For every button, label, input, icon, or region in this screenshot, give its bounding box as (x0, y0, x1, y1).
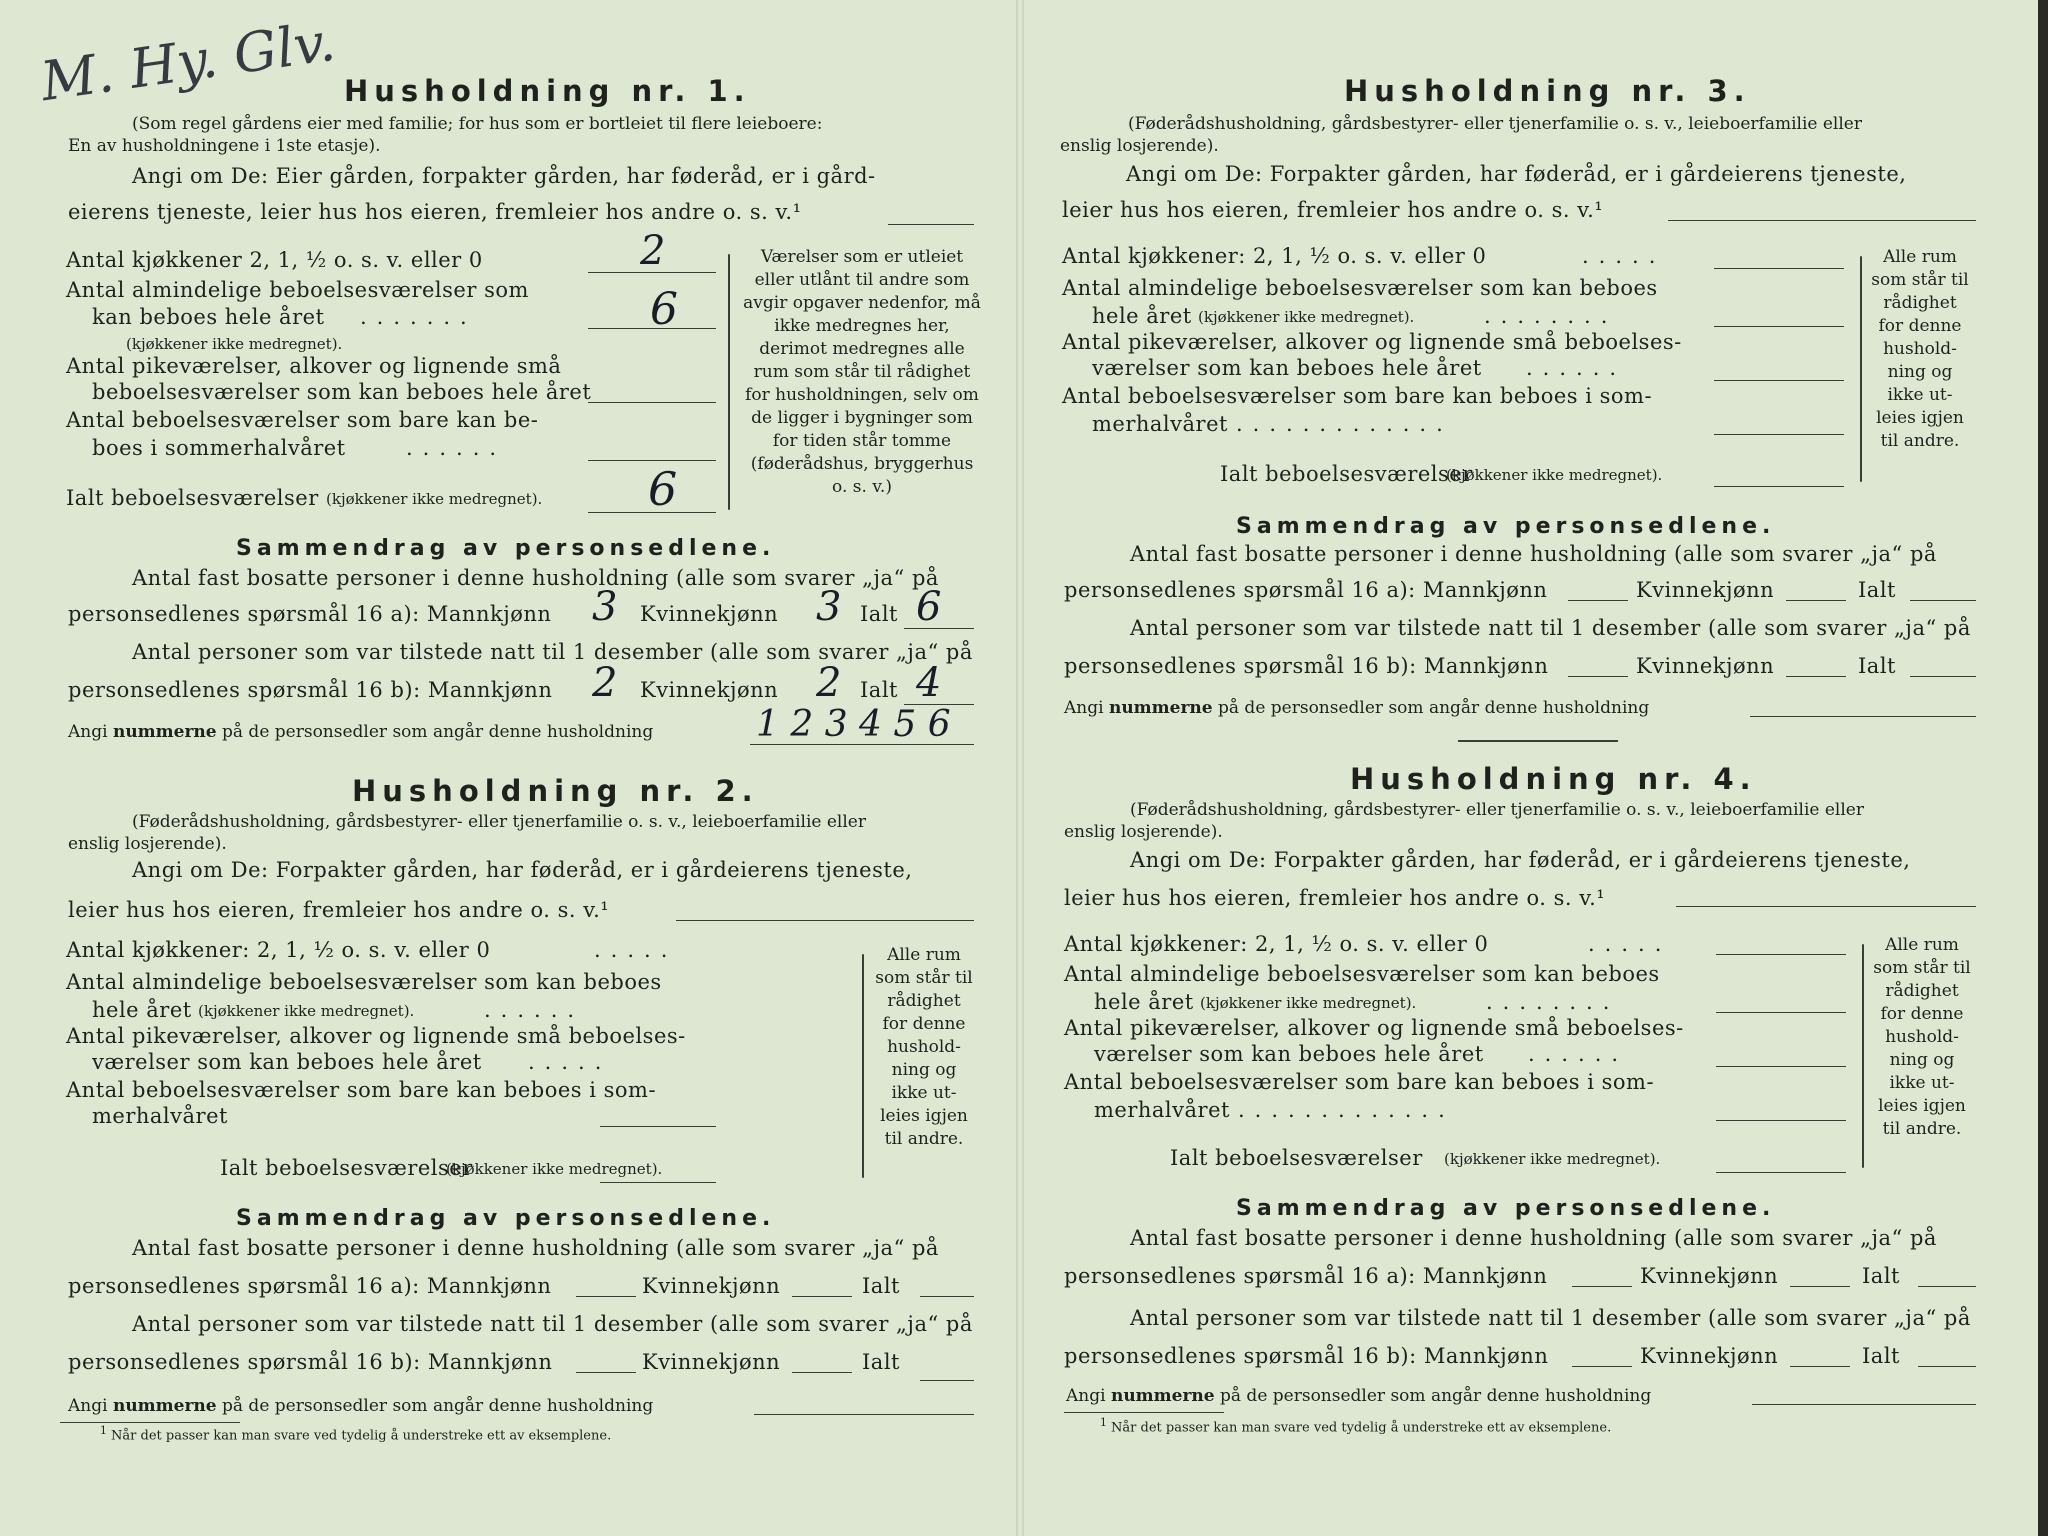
hh4-angi-line1: Angi om De: Forpakter gården, har føderåd, er i gårdeierens tjeneste, (1130, 848, 1911, 872)
hh1-som-line1: Antal beboelsesværelser som bare kan be- (66, 408, 539, 432)
hh4-fast-mann-line (1572, 1286, 1632, 1287)
hh1-alm-line1: Antal almindelige beboelsesværelser som (66, 278, 529, 302)
hh3-som-line2: merhalvåret (1092, 412, 1228, 436)
hh2-til-mann-line (576, 1372, 636, 1373)
hh3-alm-line1: Antal almindelige beboelsesværelser som kan beboes (1062, 276, 1658, 300)
hh3-fast-line2: personsedlenes spørsmål 16 a): Mannkjønn (1064, 578, 1548, 602)
hh1-fast-line1: Antal fast bosatte personer i denne husholdning (alle som svarer „ja“ på (132, 566, 939, 590)
left-page (0, 0, 1020, 1536)
hh2-title: Husholdning nr. 2. (352, 774, 759, 808)
hh3-title: Husholdning nr. 3. (1344, 74, 1751, 108)
hh2-pike-line2: værelser som kan beboes hele året (92, 1050, 482, 1074)
hh2-til-kvinne-label: Kvinnekjønn (642, 1350, 781, 1374)
hh2-til-ialt-line (920, 1380, 974, 1381)
hh3-side-note: Alle rum som står til rådighet for denne hushold- ning og ikke ut- leies igjen til andre. (1871, 247, 1969, 451)
hh4-ialt-label: Ialt beboelsesværelser (1170, 1146, 1423, 1170)
hh3-pike-line (1714, 380, 1844, 381)
hh4-kjokken-dots: ..... (1588, 932, 1672, 956)
hh1-title: Husholdning nr. 1. (344, 74, 751, 108)
hh3-fast-ialt-line (1910, 600, 1976, 601)
hh2-som-line1: Antal beboelsesværelser som bare kan beboes i som- (66, 1078, 657, 1102)
hh1-alm-line2: kan beboes hele året (92, 305, 325, 329)
hh1-fast-ialt-label: Ialt (860, 602, 898, 626)
hh1-nummer-pre: Angi (68, 722, 108, 742)
hh3-nummer-line (1750, 716, 1976, 717)
hh3-side-brace (1860, 256, 1862, 482)
hh3-kjokken-line (1714, 268, 1844, 269)
hh4-nummer-line (1752, 1404, 1976, 1405)
hh3-alm-line (1714, 326, 1844, 327)
hh2-fast-ialt-line (920, 1296, 974, 1297)
hh1-nummer-value: 1 2 3 4 5 6 (756, 704, 951, 745)
hh2-pike-dots: ..... (528, 1050, 612, 1074)
hh4-pike-line (1716, 1066, 1846, 1067)
hh4-pike-line2: værelser som kan beboes hele året (1094, 1042, 1484, 1066)
hh4-nummer-post: på de personsedler som angår denne husholdning (1220, 1386, 1652, 1406)
hh3-til-mann-line (1568, 676, 1628, 677)
hh4-alm-dots: ........ (1486, 990, 1620, 1014)
hh2-ialt-label: Ialt beboelsesværelser (220, 1156, 473, 1180)
hh4-til-ialt-label: Ialt (1862, 1344, 1900, 1368)
hh4-note-line2: enslig losjerende). (1064, 822, 1223, 842)
hh2-angi-line2: leier hus hos eieren, fremleier hos andre o. s. v.¹ (68, 898, 610, 922)
hh1-alm-line3: (kjøkkener ikke medregnet). (126, 335, 343, 353)
hh4-som-line (1716, 1120, 1846, 1121)
hh3-ialt-note: (kjøkkener ikke medregnet). (1446, 466, 1663, 484)
hh3-til-ialt-line (1910, 676, 1976, 677)
hh2-note-line1: (Føderådshusholdning, gårdsbestyrer- eller tjenerfamilie o. s. v., leieboerfamilie eller (132, 812, 866, 832)
hh4-som-line2: merhalvåret (1094, 1098, 1230, 1122)
hh2-nummer-pre: Angi (68, 1396, 108, 1416)
hh4-til-mann-line (1572, 1366, 1632, 1367)
hh2-kjokken-dots: ..... (594, 938, 678, 962)
hh1-side-brace (728, 254, 730, 510)
hh1-fast-mann: 3 (592, 584, 618, 630)
hh4-som-dots: ............. (1238, 1098, 1455, 1122)
hh1-pike-line1: Antal pikeværelser, alkover og lignende små (66, 354, 562, 378)
hh2-til-kvinne-line (792, 1372, 852, 1373)
hh1-til-line2: personsedlenes spørsmål 16 b): Mannkjønn (68, 678, 553, 702)
hh3-fast-ialt-label: Ialt (1858, 578, 1896, 602)
hh4-summary-title: Sammendrag av personsedlene. (1236, 1196, 1776, 1221)
hh2-til-line2: personsedlenes spørsmål 16 b): Mannkjønn (68, 1350, 553, 1374)
hh3-til-kvinne-line (1786, 676, 1846, 677)
hh2-nummer-bold: nummerne (112, 1396, 217, 1416)
hh3-ialt-line (1714, 486, 1844, 487)
hh3-til-line2: personsedlenes spørsmål 16 b): Mannkjønn (1064, 654, 1549, 678)
hh2-kjokken-label: Antal kjøkkener: 2, 1, ½ o. s. v. eller 0 (66, 938, 491, 962)
hh4-nummer-pre: Angi (1066, 1386, 1106, 1406)
hh1-fast-kvinne: 3 (816, 584, 842, 630)
hh4-angi-line2: leier hus hos eieren, fremleier hos andre o. s. v.¹ (1064, 886, 1606, 910)
hh3-note-line2: enslig losjerende). (1060, 136, 1219, 156)
hh1-nummer-post: på de personsedler som angår denne husholdning (222, 722, 654, 742)
hh3-kjokken-label: Antal kjøkkener: 2, 1, ½ o. s. v. eller 0 (1062, 244, 1487, 268)
hh4-pike-dots: ...... (1528, 1042, 1629, 1066)
hh4-til-line2: personsedlenes spørsmål 16 b): Mannkjønn (1064, 1344, 1549, 1368)
hh2-fast-kvinne-line (792, 1296, 852, 1297)
hh3-nummer-pre: Angi (1064, 698, 1104, 718)
hh1-fast-kvinne-label: Kvinnekjønn (640, 602, 779, 626)
hh4-fast-ialt-line (1918, 1286, 1976, 1287)
hh1-nummer-row (68, 722, 653, 742)
hh1-fast-ialt: 6 (916, 584, 942, 630)
hh2-til-line1: Antal personer som var tilstede natt til 1 desember (alle som svarer „ja“ på (132, 1312, 973, 1336)
hh1-pike-line2: beboelsesværelser som kan beboes hele året (92, 380, 592, 404)
hh1-side-note: Værelser som er utleiet eller utlånt til andre som avgir opgaver nedenfor, må ikke medregnes her, derimot medregnes alle rum som står til rådighet for husholdningen, selv om de ligger i bygninger som for tiden står tomme (føderådshus, bryggerhus o. s. v.) (743, 247, 981, 497)
hh4-til-line1: Antal personer som var tilstede natt til 1 desember (alle som svarer „ja“ på (1130, 1306, 1971, 1330)
hh3-som-line (1714, 434, 1844, 435)
hh2-til-ialt-label: Ialt (862, 1350, 900, 1374)
hh3-som-dots: ............. (1236, 412, 1453, 436)
hh3-pike-line2: værelser som kan beboes hele året (1092, 356, 1482, 380)
hh4-fast-line1: Antal fast bosatte personer i denne husholdning (alle som svarer „ja“ på (1130, 1226, 1937, 1250)
hh4-fast-kvinne-line (1790, 1286, 1850, 1287)
hh4-kjokken-line (1716, 954, 1846, 955)
hh3-fast-kvinne-line (1786, 600, 1846, 601)
scan-edge (2038, 0, 2048, 1536)
hh1-angi-line1: Angi om De: Eier gården, forpakter gården, har føderåd, er i gård- (132, 164, 876, 188)
hh4-ialt-line (1716, 1172, 1846, 1173)
footnote-left: $^1$ Når det passer kan man svare ved tydelig å understreke ett av eksemplene. (100, 1424, 612, 1444)
hh1-fast-line2: personsedlenes spørsmål 16 a): Mannkjønn (68, 602, 552, 626)
page-fold (1016, 0, 1024, 1536)
hh2-side-note: Alle rum som står til rådighet for denne hushold- ning og ikke ut- leies igjen til andre. (875, 945, 973, 1149)
hh1-note-line2: En av husholdningene i 1ste etasje). (68, 136, 381, 156)
hh4-til-kvinne-label: Kvinnekjønn (1640, 1344, 1779, 1368)
hh1-til-line1: Antal personer som var tilstede natt til 1 desember (alle som svarer „ja“ på (132, 640, 973, 664)
hh1-ialt-label: Ialt beboelsesværelser (66, 486, 319, 510)
hh3-summary-title: Sammendrag av personsedlene. (1236, 514, 1776, 539)
handwritten-archive-note: M. Hy. Glv. (37, 9, 340, 114)
hh4-alm-line (1716, 1012, 1846, 1013)
hh1-til-kvinne-label: Kvinnekjønn (640, 678, 779, 702)
hh2-nummer-line (754, 1414, 974, 1415)
hh3-nummer-post: på de personsedler som angår denne husholdning (1218, 698, 1650, 718)
hh1-fast-ialt-line (904, 628, 974, 629)
hh4-side-brace (1862, 944, 1864, 1168)
hh1-alm-value: 6 (650, 284, 678, 335)
hh4-fast-line2: personsedlenes spørsmål 16 a): Mannkjønn (1064, 1264, 1548, 1288)
hh2-fast-line1: Antal fast bosatte personer i denne husholdning (alle som svarer „ja“ på (132, 1236, 939, 1260)
hh4-til-ialt-line (1918, 1366, 1976, 1367)
hh1-kjokken-label: Antal kjøkkener 2, 1, ½ o. s. v. eller 0 (66, 248, 483, 272)
hh2-alm-line2: hele året (92, 998, 192, 1022)
hh3-nummer-row (1064, 698, 1649, 718)
hh3-angi-answer-line (1668, 220, 1976, 221)
hh3-note-line1: (Føderådshusholdning, gårdsbestyrer- eller tjenerfamilie o. s. v., leieboerfamilie eller (1128, 114, 1862, 134)
hh3-pike-line1: Antal pikeværelser, alkover og lignende små beboelses- (1062, 330, 1682, 354)
hh3-pike-dots: ...... (1526, 356, 1627, 380)
hh4-pike-line1: Antal pikeværelser, alkover og lignende små beboelses- (1064, 1016, 1684, 1040)
hh1-note-line1: (Som regel gårdens eier med familie; for hus som er bortleiet til flere leieboere: (132, 114, 823, 134)
footnote-rule-left (60, 1422, 240, 1423)
hh1-angi-line2: eierens tjeneste, leier hus hos eieren, fremleier hos andre o. s. v.¹ (68, 200, 802, 224)
hh2-fast-ialt-label: Ialt (862, 1274, 900, 1298)
hh4-alm-line2: hele året (1094, 990, 1194, 1014)
hh3-fast-kvinne-label: Kvinnekjønn (1636, 578, 1775, 602)
hh1-nummer-line (750, 744, 974, 745)
hh1-angi-answer-line (888, 224, 974, 225)
hh4-note-line1: (Føderådshusholdning, gårdsbestyrer- eller tjenerfamilie o. s. v., leieboerfamilie eller (1130, 800, 1864, 820)
hh4-ialt-note: (kjøkkener ikke medregnet). (1444, 1150, 1661, 1168)
hh3-angi-line2: leier hus hos eieren, fremleier hos andre o. s. v.¹ (1062, 198, 1604, 222)
hh4-fast-ialt-label: Ialt (1862, 1264, 1900, 1288)
hh2-ialt-note: (kjøkkener ikke medregnet). (446, 1160, 663, 1178)
hh3-ialt-label: Ialt beboelsesværelser (1220, 462, 1473, 486)
hh3-til-ialt-label: Ialt (1858, 654, 1896, 678)
hh3-fast-line1: Antal fast bosatte personer i denne husholdning (alle som svarer „ja“ på (1130, 542, 1937, 566)
hh2-pike-line1: Antal pikeværelser, alkover og lignende små beboelses- (66, 1024, 686, 1048)
hh1-som-dots: ...... (406, 436, 507, 460)
hh3-som-line1: Antal beboelsesværelser som bare kan beboes i som- (1062, 384, 1653, 408)
hh4-alm-line1: Antal almindelige beboelsesværelser som kan beboes (1064, 962, 1660, 986)
hh1-ialt-value: 6 (648, 462, 678, 516)
hh1-til-ialt: 4 (916, 660, 942, 706)
hh3-nummer-bold: nummerne (1108, 698, 1213, 718)
hh2-alm-line1: Antal almindelige beboelsesværelser som kan beboes (66, 970, 662, 994)
hh2-note-line2: enslig losjerende). (68, 834, 227, 854)
hh1-kjokken-value: 2 (640, 228, 666, 274)
hh1-som-line2: boes i sommerhalvåret (92, 436, 346, 460)
hh3-alm-line3: (kjøkkener ikke medregnet). (1198, 308, 1415, 326)
hh4-som-line1: Antal beboelsesværelser som bare kan beboes i som- (1064, 1070, 1655, 1094)
hh3-fast-mann-line (1568, 600, 1628, 601)
hh2-fast-mann-line (576, 1296, 636, 1297)
hh2-nummer-row (68, 1396, 653, 1416)
hh4-side-note: Alle rum som står til rådighet for denne hushold- ning og ikke ut- leies igjen til andre. (1873, 935, 1971, 1139)
hh1-pike-line (588, 402, 716, 403)
hh4-alm-line3: (kjøkkener ikke medregnet). (1200, 994, 1417, 1012)
hh1-nummer-bold: nummerne (112, 722, 217, 742)
hh2-ialt-line (600, 1182, 716, 1183)
hh2-side-brace (862, 954, 864, 1178)
hh4-nummer-row (1066, 1386, 1651, 1406)
hh2-nummer-post: på de personsedler som angår denne husholdning (222, 1396, 654, 1416)
hh2-fast-line2: personsedlenes spørsmål 16 a): Mannkjønn (68, 1274, 552, 1298)
hh4-fast-kvinne-label: Kvinnekjønn (1640, 1264, 1779, 1288)
hh1-til-mann: 2 (592, 660, 618, 706)
footnote-right: $^1$ Når det passer kan man svare ved tydelig å understreke ett av eksemplene. (1100, 1416, 1612, 1436)
hh3-alm-dots: ........ (1484, 304, 1618, 328)
hh3-til-line1: Antal personer som var tilstede natt til 1 desember (alle som svarer „ja“ på (1130, 616, 1971, 640)
hh4-til-kvinne-line (1790, 1366, 1850, 1367)
hh4-angi-answer-line (1676, 906, 1976, 907)
hh1-som-line (588, 460, 716, 461)
hh3-alm-line2: hele året (1092, 304, 1192, 328)
hh2-alm-line3: (kjøkkener ikke medregnet). (198, 1002, 415, 1020)
hh2-summary-title: Sammendrag av personsedlene. (236, 1206, 776, 1231)
hh3-angi-line1: Angi om De: Forpakter gården, har føderåd, er i gårdeierens tjeneste, (1126, 162, 1907, 186)
hh2-fast-kvinne-label: Kvinnekjønn (642, 1274, 781, 1298)
hh3-til-kvinne-label: Kvinnekjønn (1636, 654, 1775, 678)
hh2-alm-dots: ...... (484, 998, 585, 1022)
section-divider (1458, 740, 1618, 742)
hh2-angi-answer-line (676, 920, 974, 921)
hh2-som-line (600, 1126, 716, 1127)
hh1-til-ialt-label: Ialt (860, 678, 898, 702)
hh2-angi-line1: Angi om De: Forpakter gården, har føderåd, er i gårdeierens tjeneste, (132, 858, 913, 882)
hh2-som-line2: merhalvåret (92, 1104, 228, 1128)
hh1-ialt-note: (kjøkkener ikke medregnet). (326, 490, 543, 508)
hh4-title: Husholdning nr. 4. (1350, 762, 1757, 796)
hh1-til-kvinne: 2 (816, 660, 842, 706)
hh1-summary-title: Sammendrag av personsedlene. (236, 536, 776, 561)
hh3-kjokken-dots: ..... (1582, 244, 1666, 268)
footnote-rule-right (1064, 1412, 1224, 1413)
hh1-alm-dots: ....... (360, 305, 477, 329)
hh4-kjokken-label: Antal kjøkkener: 2, 1, ½ o. s. v. eller 0 (1064, 932, 1489, 956)
hh4-nummer-bold: nummerne (1110, 1386, 1215, 1406)
